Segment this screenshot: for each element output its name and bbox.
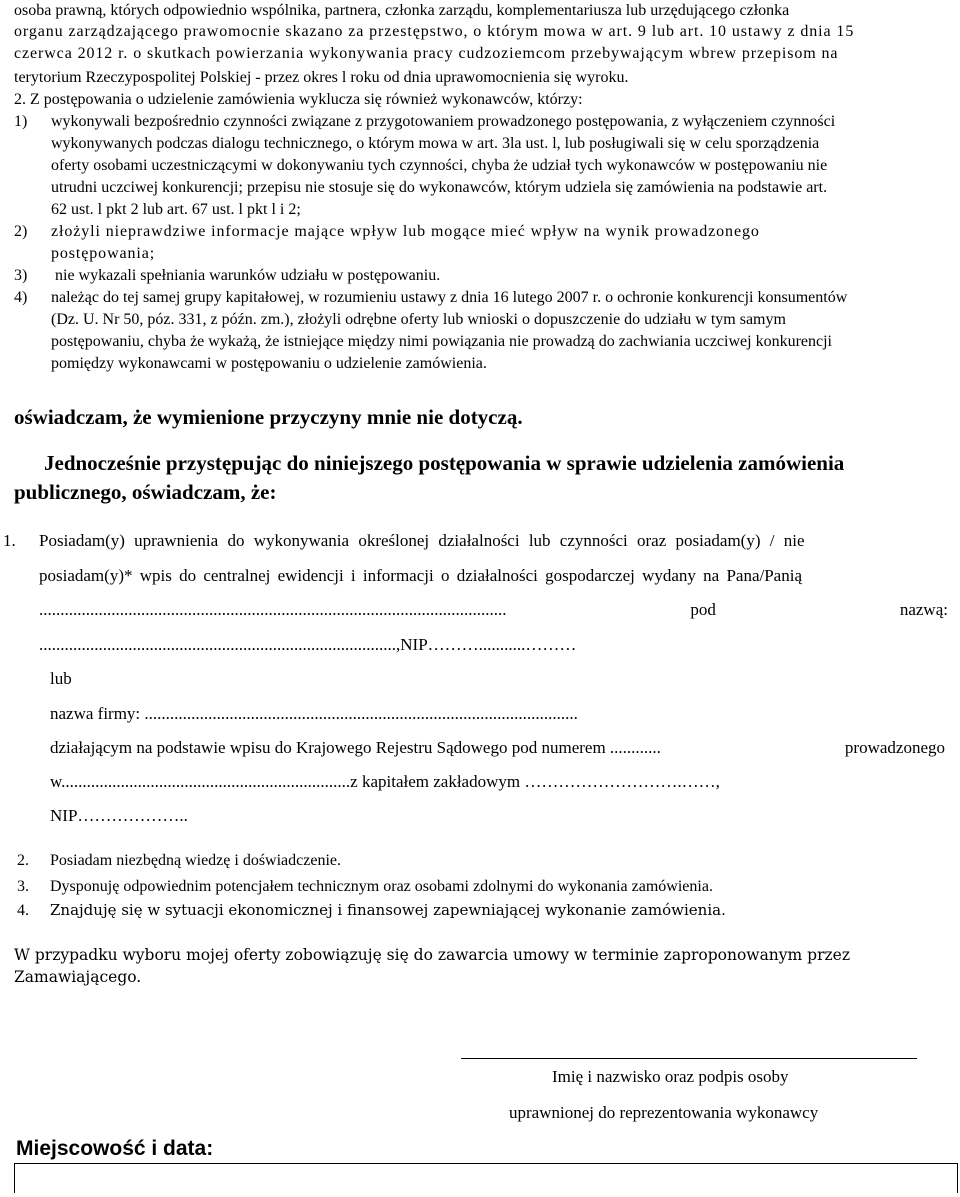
- top-line-1-text: osoba prawną, których odpowiednio wspólnika, partnera, członka zarządu, komplementariusza lub urzędującego członka: [14, 2, 790, 19]
- item-2-line: postępowania;: [51, 245, 156, 262]
- point-1-line-3: .............................................................................................................. pod nazwą:: [39, 600, 948, 619]
- commitment-line-2: Zamawiającego.: [14, 968, 142, 986]
- item-4-line: pomiędzy wykonawcami w postępowaniu o udzielenie zamówienia.: [51, 355, 487, 372]
- top-line-4: terytorium Rzeczypospolitej Polskiej - przez okres l roku od dnia uprawomocnienia się wyroku.: [14, 69, 629, 86]
- item-number: 1): [14, 113, 28, 130]
- capital-line: w....................................................................z kapitałem zakładowym ……………………….……,: [50, 772, 720, 791]
- item-3-line: nie wykazali spełniania warunków udziału w postępowaniu.: [55, 267, 441, 284]
- point-1-line-1: Posiadam(y) uprawnienia do wykonywania określonej działalności lub czynności oraz posiadam(y) / nie: [39, 531, 805, 550]
- place-date-label: Miejscowość i data:: [16, 1137, 214, 1160]
- point-text: Posiadam niezbędną wiedzę i doświadczenie.: [50, 852, 341, 869]
- company-name-field: nazwa firmy: ......................................................................................................: [50, 704, 578, 723]
- item-4-line: (Dz. U. Nr 50, póz. 331, z późn. zm.), złożyli odrębne oferty lub wnioski o dopuszczenie do udziału w tym samym: [51, 311, 786, 328]
- commitment-line-1: W przypadku wyboru mojej oferty zobowiązuję się do zawarcia umowy w terminie zaproponowanym przez: [14, 946, 851, 964]
- krs-line: działającym na podstawie wpisu do Krajowego Rejestru Sądowego pod numerem ............ prowadzonego: [50, 738, 945, 757]
- point-1-line-2: posiadam(y)* wpis do centralnej ewidencji i informacji o działalności gospodarczej wydany na Pana/Panią: [39, 566, 802, 585]
- heading-line-1: Jednocześnie przystępując do niniejszego postępowania w sprawie udzielenia zamówienia: [44, 451, 845, 475]
- item-4-line: należąc do tej samej grupy kapitałowej, w rozumieniu ustawy z dnia 16 lutego 2007 r. o ochronie konkurencji konsumentów: [51, 289, 848, 306]
- item-1-line: 62 ust. l pkt 2 lub art. 67 ust. l pkt l i 2;: [51, 201, 301, 218]
- signature-line: [461, 1058, 917, 1059]
- point-number: 3.: [17, 878, 29, 895]
- point-text: Dysponuję odpowiednim potencjałem technicznym oraz osobami zdolnymi do wykonania zamówienia.: [50, 878, 713, 895]
- point-text: Znajduję się w sytuacji ekonomicznej i finansowej zapewniającej wykonanie zamówienia.: [50, 901, 726, 919]
- item-1-line: wykonywali bezpośrednio czynności związane z przygotowaniem prowadzonego postępowania, z wyłączeniem czynności: [51, 113, 836, 130]
- top-line-2: organu zarządzającego prawomocnie skazano za przestępstwo, o którym mowa w art. 9 lub art. 10 ustawy z dnia 15: [14, 23, 855, 40]
- top-line-3: czerwca 2012 r. o skutkach powierzania wykonywania pracy cudzoziemcom przebywającym wbrew przepisom na: [14, 45, 839, 62]
- item-number: 4): [14, 289, 28, 306]
- signature-label-2: uprawnionej do reprezentowania wykonawcy: [509, 1103, 819, 1122]
- point-1-line-4: ....................................................................................,NIP………...........………: [39, 635, 577, 654]
- item-number: 3): [14, 267, 28, 284]
- item-4-line: postępowaniu, chyba że wykażą, że istniejące między nimi powiązania nie prowadzą do zachwiania uczciwej konkurencji: [51, 333, 832, 350]
- item-1-line: utrudni uczciwej konkurencji; przepisu nie stosuje się do wykonawców, którym udziela się zamówienia na podstawie art.: [51, 179, 828, 196]
- item-1-line: wykonywanych podczas dialogu technicznego, o którym mowa w art. 3la ust. l, lub posługiwali się w celu sporządzenia: [51, 135, 820, 152]
- section2-intro: 2. Z postępowania o udzielenie zamówienia wyklucza się również wykonawców, którzy:: [14, 91, 583, 108]
- point-number: 2.: [17, 852, 29, 869]
- point-number: 4.: [17, 902, 29, 919]
- item-number: 2): [14, 223, 28, 240]
- item-2-line: złożyli nieprawdziwe informacje mające wpływ lub mogące mieć wpływ na wynik prowadzonego: [51, 223, 760, 240]
- point-1-lub: lub: [50, 669, 72, 688]
- place-date-box: [14, 1163, 958, 1193]
- nip-line: NIP………………..: [50, 806, 188, 825]
- item-1-line: oferty osobami uczestniczącymi w dokonywaniu tych czynności, chyba że udział tych wykonawców w postępowaniu nie: [51, 157, 828, 174]
- top-line-1: [14, 0, 948, 21]
- signature-label-1: Imię i nazwisko oraz podpis osoby: [552, 1067, 789, 1086]
- point-1-number: 1.: [3, 531, 16, 550]
- heading-line-2: publicznego, oświadczam, że:: [14, 480, 277, 504]
- declaration: oświadczam, że wymienione przyczyny mnie nie dotyczą.: [14, 405, 523, 429]
